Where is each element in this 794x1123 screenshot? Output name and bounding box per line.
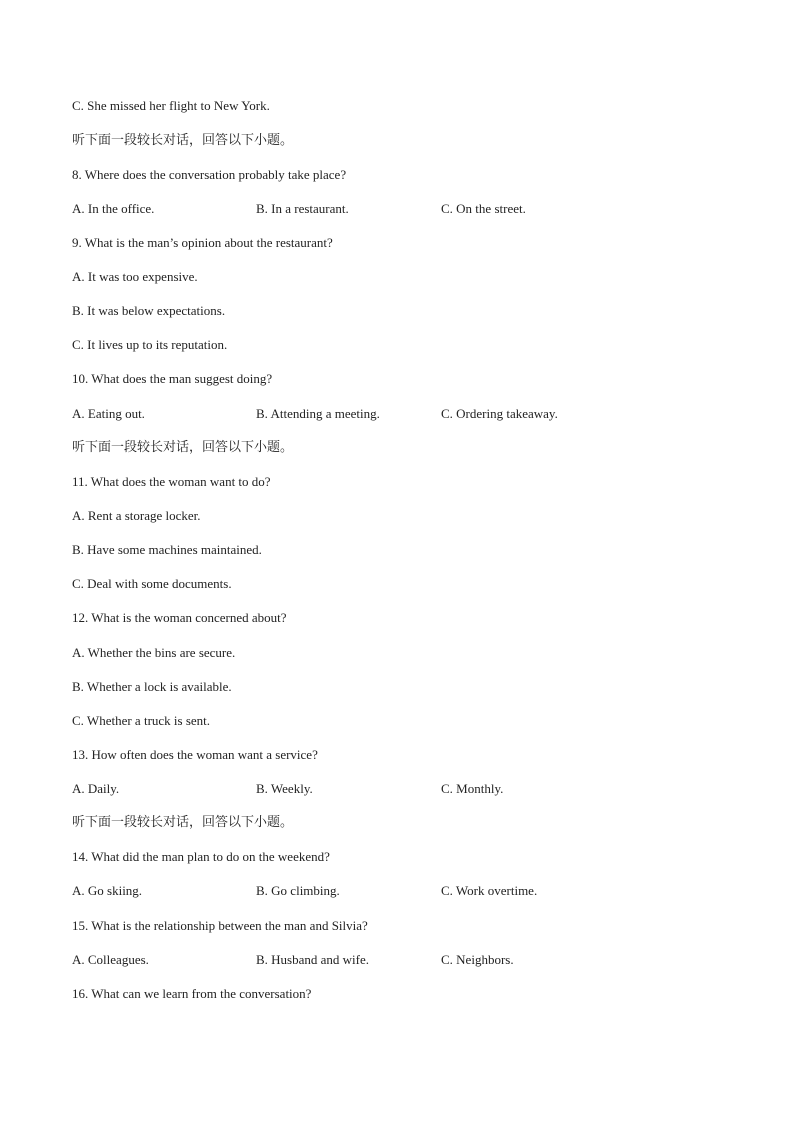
option-a: A. Daily. bbox=[72, 781, 120, 796]
section-heading: 听下面一段较长对话，回答以下小题。 bbox=[72, 815, 294, 830]
option-c: C. It lives up to its reputation. bbox=[72, 337, 228, 352]
question-11: 11. What does the woman want to do? bbox=[72, 474, 271, 489]
option-a: A. In the office. bbox=[72, 201, 155, 216]
question-15: 15. What is the relationship between the man and Silvia? bbox=[72, 918, 368, 933]
option-b: B. Go climbing. bbox=[256, 883, 340, 898]
option-b: B. Have some machines maintained. bbox=[72, 542, 262, 557]
option-c: C. Neighbors. bbox=[441, 952, 514, 967]
option-c: C. On the street. bbox=[441, 201, 526, 216]
option-c: C. Whether a truck is sent. bbox=[72, 713, 211, 728]
option-c: C. Ordering takeaway. bbox=[441, 406, 558, 421]
option-a: A. Whether the bins are secure. bbox=[72, 645, 236, 660]
question-9: 9. What is the man’s opinion about the restaurant? bbox=[72, 235, 333, 250]
option-b: B. Attending a meeting. bbox=[256, 406, 380, 421]
option-a: A. It was too expensive. bbox=[72, 269, 198, 284]
option-b: B. In a restaurant. bbox=[256, 201, 349, 216]
options-row-10 bbox=[0, 406, 794, 422]
option-a: A. Colleagues. bbox=[72, 952, 149, 967]
question-13: 13. How often does the woman want a service? bbox=[72, 747, 318, 762]
question-12: 12. What is the woman concerned about? bbox=[72, 610, 287, 625]
option-c: C. Deal with some documents. bbox=[72, 576, 232, 591]
question-16: 16. What can we learn from the conversation? bbox=[72, 986, 312, 1001]
options-row-8 bbox=[0, 201, 794, 217]
option-b: B. It was below expectations. bbox=[72, 303, 226, 318]
option-a: A. Rent a storage locker. bbox=[72, 508, 201, 523]
options-row-13 bbox=[0, 781, 794, 797]
options-row-14 bbox=[0, 883, 794, 899]
options-row-15 bbox=[0, 952, 794, 968]
question-14: 14. What did the man plan to do on the weekend? bbox=[72, 849, 330, 864]
question-8: 8. Where does the conversation probably take place? bbox=[72, 167, 347, 182]
option-c: C. Work overtime. bbox=[441, 883, 538, 898]
section-heading: 听下面一段较长对话，回答以下小题。 bbox=[72, 133, 294, 148]
option-b: B. Weekly. bbox=[256, 781, 313, 796]
option-line: C. She missed her flight to New York. bbox=[72, 98, 270, 113]
option-a: A. Go skiing. bbox=[72, 883, 143, 898]
option-a: A. Eating out. bbox=[72, 406, 145, 421]
option-b: B. Whether a lock is available. bbox=[72, 679, 232, 694]
option-c: C. Monthly. bbox=[441, 781, 504, 796]
section-heading: 听下面一段较长对话，回答以下小题。 bbox=[72, 440, 294, 455]
option-b: B. Husband and wife. bbox=[256, 952, 370, 967]
question-10: 10. What does the man suggest doing? bbox=[72, 371, 273, 386]
